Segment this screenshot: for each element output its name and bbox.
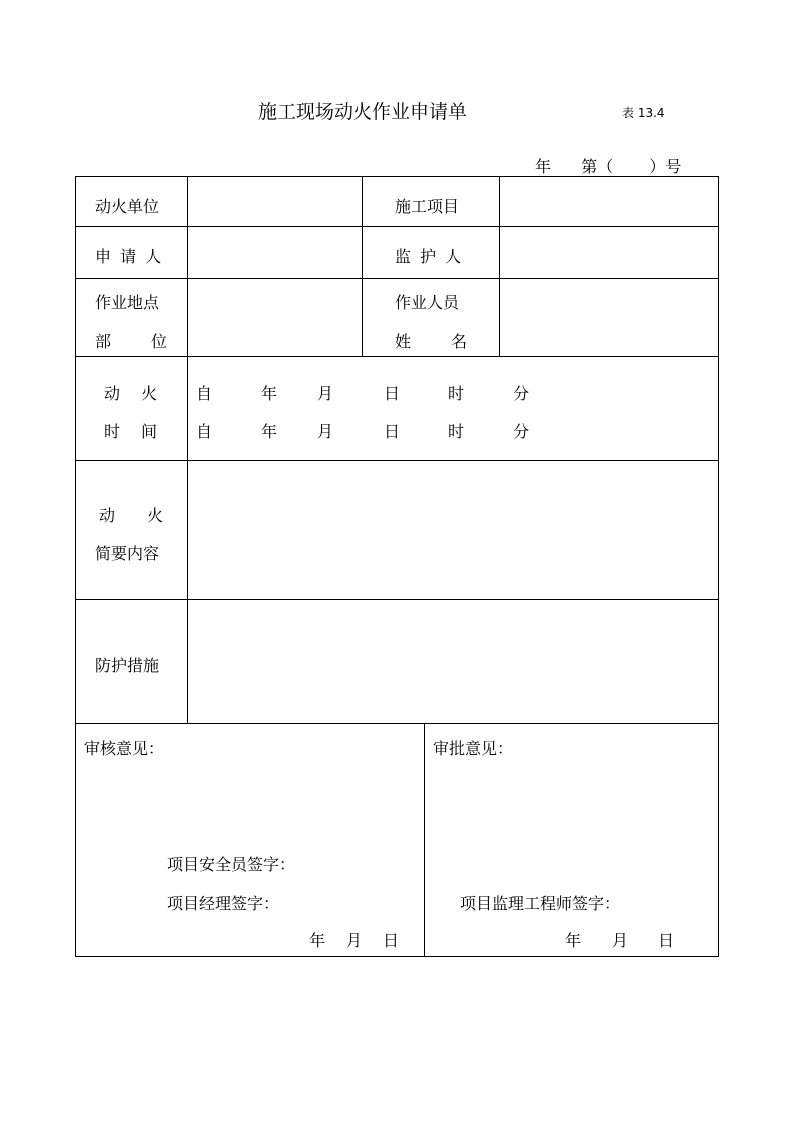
row-divider	[75, 356, 719, 357]
unit-minute: 分	[513, 422, 530, 441]
label-position-b: 位	[151, 332, 168, 351]
col-divider	[362, 176, 363, 356]
label-work-location: 作业地点	[95, 293, 160, 312]
serial-no-prefix: 第（	[581, 157, 614, 176]
label-guardian: 监 护 人	[395, 247, 464, 266]
unit-month: 月	[317, 422, 334, 441]
approval-date-year: 年	[565, 931, 582, 950]
construction-project-field[interactable]	[500, 177, 718, 226]
from-label: 自	[196, 422, 213, 441]
review-opinion-field[interactable]	[76, 760, 424, 850]
label-time-a: 时	[104, 422, 121, 441]
label-workers: 作业人员	[395, 293, 460, 312]
review-date-year: 年	[309, 931, 326, 950]
unit-month: 月	[317, 384, 334, 403]
label-construction-project: 施工项目	[395, 197, 460, 216]
serial-year: 年	[535, 157, 552, 176]
from-label: 自	[196, 384, 213, 403]
label-content-summary: 简要内容	[95, 544, 160, 563]
approval-date-month: 月	[612, 931, 629, 950]
approval-opinion-field[interactable]	[425, 760, 718, 880]
unit-minute: 分	[513, 384, 530, 403]
row-divider	[75, 723, 719, 724]
label-content-b: 火	[147, 506, 164, 525]
label-manager-sign: 项目经理签字：	[167, 894, 280, 913]
guardian-field[interactable]	[500, 227, 718, 278]
label-fire-a: 动	[104, 384, 121, 403]
label-protective-measures: 防护措施	[95, 656, 160, 675]
work-location-field[interactable]	[188, 279, 362, 356]
label-review-opinion: 审核意见：	[84, 739, 165, 758]
label-fire-unit: 动火单位	[95, 197, 160, 216]
unit-day: 日	[384, 422, 401, 441]
label-name-b: 名	[451, 332, 468, 351]
label-position-a: 部	[95, 332, 112, 351]
label-fire-b: 火	[141, 384, 158, 403]
workers-field[interactable]	[500, 279, 718, 356]
label-content-a: 动	[99, 506, 116, 525]
label-applicant: 申 请 人	[95, 247, 164, 266]
unit-hour: 时	[448, 422, 465, 441]
fire-unit-field[interactable]	[188, 177, 362, 226]
label-safety-officer-sign: 项目安全员签字：	[167, 855, 296, 874]
review-date-month: 月	[346, 931, 363, 950]
serial-number	[535, 154, 681, 177]
review-date-day: 日	[383, 931, 400, 950]
label-supervisor-sign: 项目监理工程师签字：	[460, 894, 621, 913]
unit-hour: 时	[448, 384, 465, 403]
page-title: 施工现场动火作业申请单	[258, 101, 468, 123]
label-name-a: 姓	[395, 332, 412, 351]
unit-day: 日	[384, 384, 401, 403]
table-number: 表 13.4	[622, 106, 665, 120]
serial-no-suffix: ）号	[649, 157, 682, 176]
label-time-b: 间	[141, 422, 158, 441]
label-approval-opinion: 审批意见：	[433, 739, 514, 758]
measures-field[interactable]	[188, 600, 718, 723]
applicant-field[interactable]	[188, 227, 362, 278]
content-field[interactable]	[188, 461, 718, 599]
approval-date-day: 日	[658, 931, 675, 950]
unit-year: 年	[261, 384, 278, 403]
unit-year: 年	[261, 422, 278, 441]
